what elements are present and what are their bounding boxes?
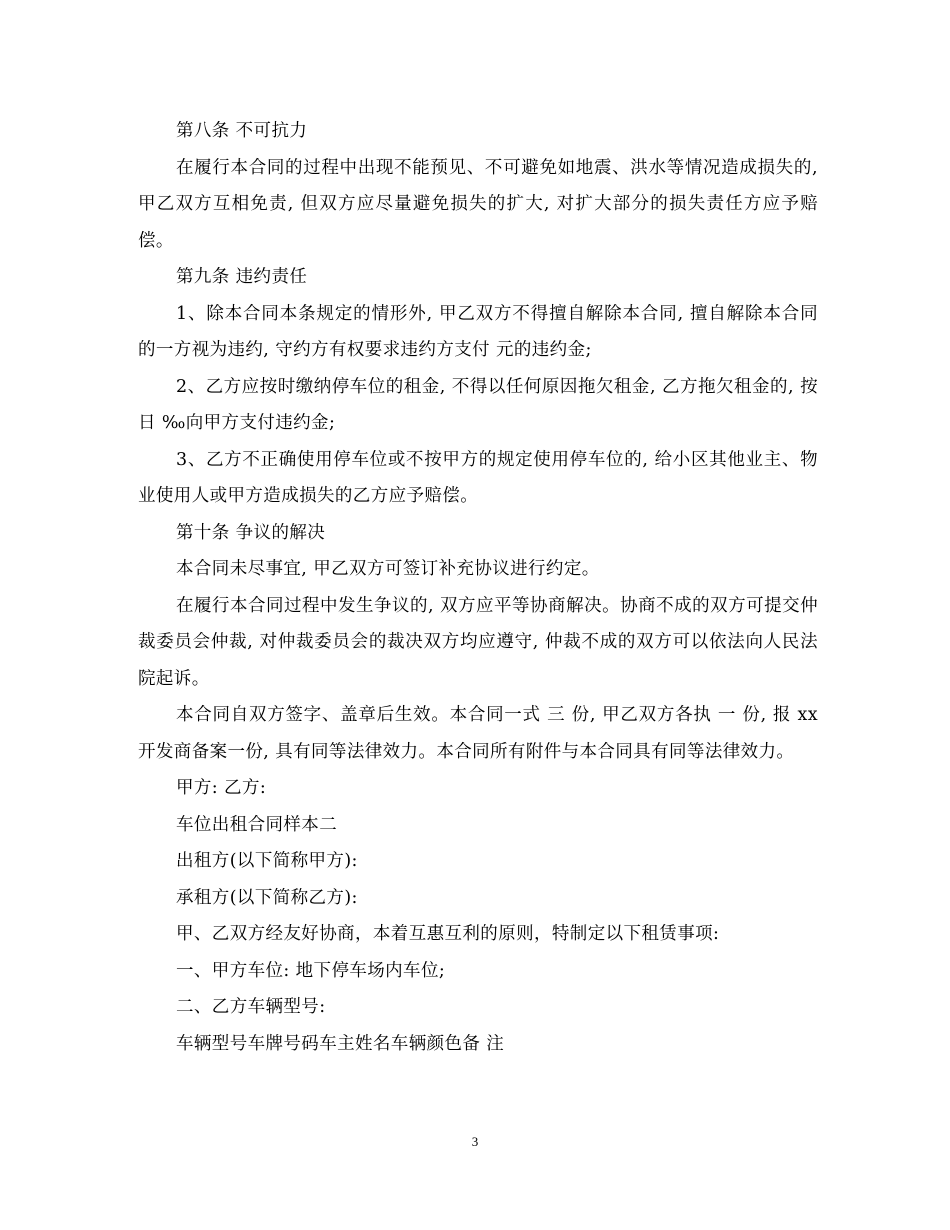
preamble: 甲、乙双方经友好协商，本着互惠互利的原则，特制定以下租赁事项: (176, 924, 720, 944)
page-number: 3 (471, 1134, 479, 1149)
article-10-text-1: 本合同未尽事宜, 甲乙双方可签订补充协议进行约定。 (176, 559, 600, 579)
vehicle-table-header: 车辆型号车牌号码车主姓名车辆颜色备 注 (176, 1033, 505, 1054)
signature-line: 甲方: 乙方: (176, 778, 267, 798)
article-8-text: 在履行本合同的过程中出现不能预见、不可避免如地震、洪水等情况造成损失的, 甲乙双方互相免责, 但双方应尽量避免损失的扩大, 对扩大部分的损失责任方应予赔偿。 (138, 157, 818, 251)
article-9-heading: 第九条 违约责任 (176, 267, 308, 287)
article-9-item-3: 3、乙方不正确使用停车位或不按甲方的规定使用停车位的, 给小区其他业主、物业使用人或甲方造成损失的乙方应予赔偿。 (138, 449, 818, 506)
article-10-heading: 第十条 争议的解决 (176, 522, 326, 543)
sample-2-title: 车位出租合同样本二 (176, 814, 338, 835)
article-9-item-1: 1、除本合同本条规定的情形外, 甲乙双方不得擅自解除本合同, 擅自解除本合同的一方视为违约, 守约方有权要求违约方支付 元的违约金; (138, 303, 818, 360)
clause-1-parking-space: 一、甲方车位: 地下停车场内车位; (176, 960, 446, 981)
lessor-line: 出租方(以下简称甲方): (176, 851, 358, 871)
article-8-heading: 第八条 不可抗力 (176, 121, 308, 141)
clause-2-vehicle-model: 二、乙方车辆型号: (176, 997, 326, 1017)
article-10-text-2: 在履行本合同过程中发生争议的, 双方应平等协商解决。协商不成的双方可提交仲裁委员会仲裁, 对仲裁委员会的裁决双方均应遵守, 仲裁不成的双方可以依法向人民法院起诉。 (138, 595, 818, 689)
lessee-line: 承租方(以下简称乙方): (176, 887, 358, 908)
article-9-item-2: 2、乙方应按时缴纳停车位的租金, 不得以任何原因拖欠租金, 乙方拖欠租金的, 按日 ‰向甲方支付违约金; (138, 376, 818, 433)
effectiveness-clause: 本合同自双方签字、盖章后生效。本合同一式 三 份, 甲乙双方各执 一 份, 报 xx 开发商备案一份, 具有同等法律效力。本合同所有附件与本合同具有同等法律效力。 (138, 705, 818, 762)
document-body (138, 113, 818, 1062)
